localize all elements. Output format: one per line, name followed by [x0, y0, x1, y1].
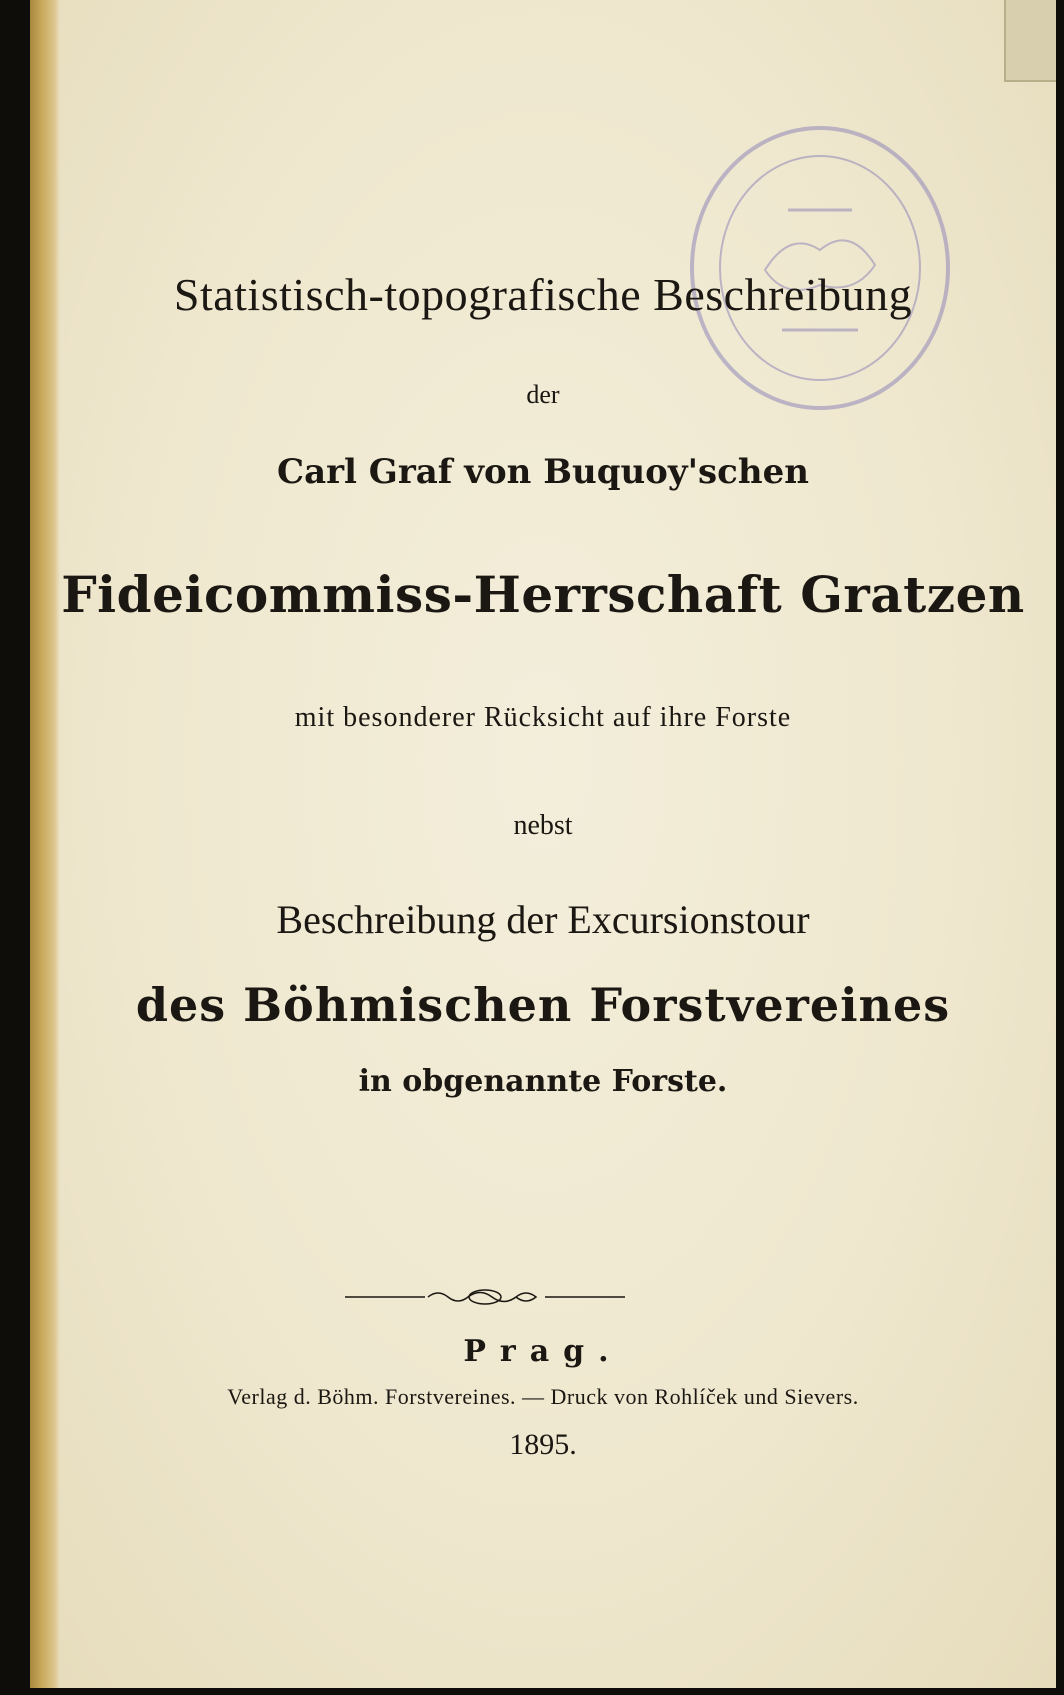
title-line-der: der [526, 380, 560, 409]
imprint-year: 1895. [509, 1428, 577, 1461]
imprint-publisher: Verlag d. Böhm. Forstvereines. — Druck von Rohlíček und Sievers. [227, 1384, 859, 1409]
title-line-mit-besonderer: mit besonderer Rücksicht auf ihre Forste [294, 702, 792, 733]
title-line-obgenannte-forste: in obgenannte Forste. [358, 1064, 728, 1099]
title-line-nebst: nebst [513, 810, 573, 841]
title-page [30, 0, 1056, 1688]
title-line-beschreibung-excursionstour: Beschreibung der Excursionstour [276, 897, 810, 942]
title-line-fideicommiss: Fideicommiss-Herrschaft Gratzen [61, 565, 1025, 624]
imprint-place: Prag. [463, 1334, 623, 1369]
title-line-boehmischen-forstvereines: des Böhmischen Forstvereines [135, 978, 951, 1032]
page-corner [1004, 0, 1056, 82]
title-line-carl-graf: Carl Graf von Buquoy'schen [277, 452, 809, 492]
ornament-divider-icon [30, 1285, 1056, 1309]
title-line-statistisch: Statistisch-topografische Beschreibung [173, 269, 913, 320]
